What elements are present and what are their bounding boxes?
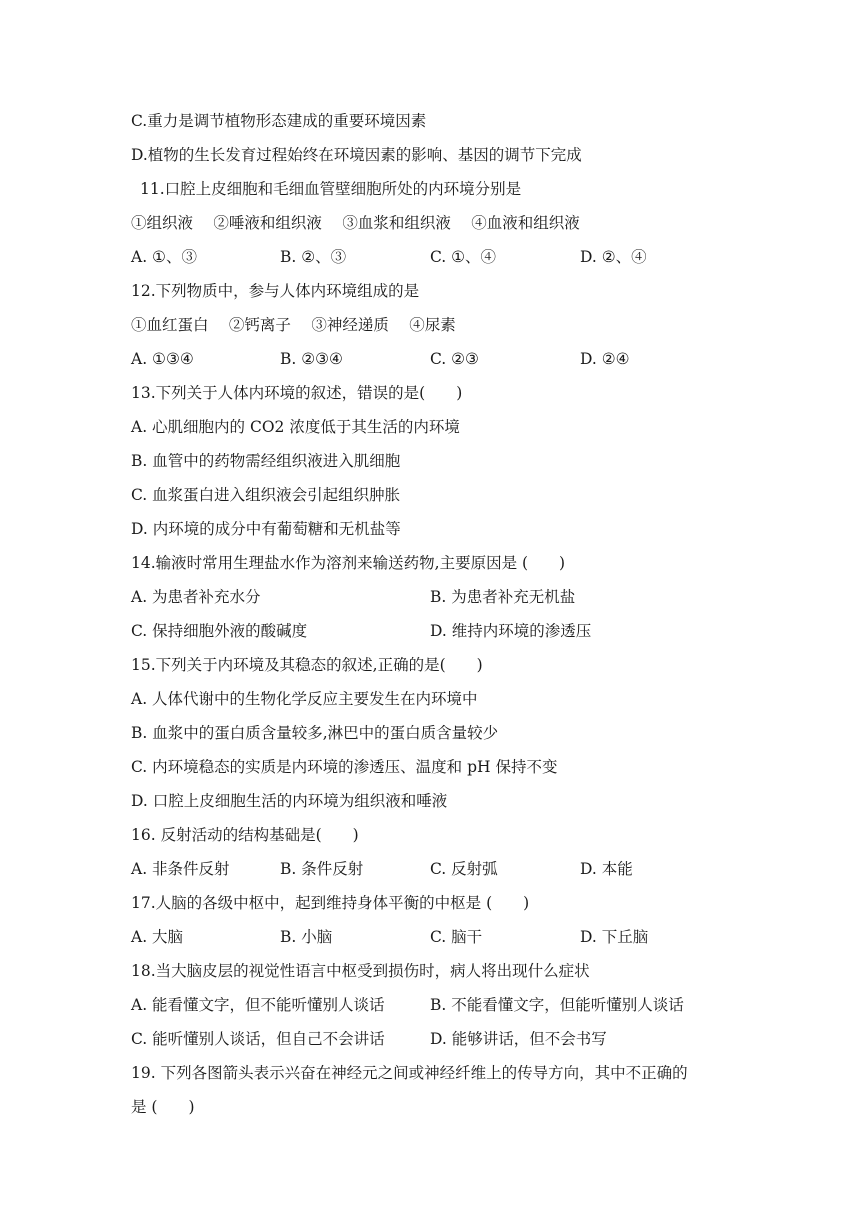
q16-stem: 16. 反射活动的结构基础是( ) (131, 826, 359, 844)
q14-option-d: D. 维持内环境的渗透压 (430, 622, 592, 640)
q12-items: ①血红蛋白 ②钙离子 ③神经递质 ④尿素 (131, 316, 456, 334)
q12-stem: 12.下列物质中，参与人体内环境组成的是 (131, 282, 420, 300)
q11-stem: 11.口腔上皮细胞和毛细血管壁细胞所处的内环境分别是 (140, 180, 522, 198)
q13-option-a: A. 心肌细胞内的 CO2 浓度低于其生活的内环境 (131, 418, 460, 436)
q13-option-c: C. 血浆蛋白进入组织液会引起组织肿胀 (131, 486, 401, 504)
q12-option-b: B. ②③④ (280, 350, 343, 368)
q13-option-d: D. 内环境的成分中有葡萄糖和无机盐等 (131, 520, 401, 538)
q11-option-d: D. ②、④ (580, 248, 647, 266)
q15-stem: 15.下列关于内环境及其稳态的叙述,正确的是( ) (131, 656, 483, 674)
q16-option-c: C. 反射弧 (430, 860, 498, 878)
q17-option-d: D. 下丘脑 (580, 928, 649, 946)
q15-option-d: D. 口腔上皮细胞生活的内环境为组织液和唾液 (131, 792, 448, 810)
q13-option-b: B. 血管中的药物需经组织液进入肌细胞 (131, 452, 401, 470)
q11-option-b: B. ②、③ (280, 248, 347, 266)
q18-option-d: D. 能够讲话，但不会书写 (430, 1030, 607, 1048)
q11-items: ①组织液 ②唾液和组织液 ③血浆和组织液 ④血液和组织液 (131, 214, 580, 232)
q10-option-c: C.重力是调节植物形态建成的重要环境因素 (131, 112, 427, 130)
q18-stem: 18.当大脑皮层的视觉性语言中枢受到损伤时，病人将出现什么症状 (131, 962, 590, 980)
q10-option-d: D.植物的生长发育过程始终在环境因素的影响、基因的调节下完成 (131, 146, 582, 164)
q18-option-b: B. 不能看懂文字，但能听懂别人谈话 (430, 996, 684, 1014)
q17-option-b: B. 小脑 (280, 928, 333, 946)
q17-option-c: C. 脑干 (430, 928, 483, 946)
q13-stem: 13.下列关于人体内环境的叙述，错误的是( ) (131, 384, 463, 402)
q19-stem-continued: 是 ( ) (131, 1098, 195, 1116)
q11-option-a: A. ①、③ (131, 248, 197, 266)
q11-option-c: C. ①、④ (430, 248, 497, 266)
q14-option-b: B. 为患者补充无机盐 (430, 588, 576, 606)
q15-option-c: C. 内环境稳态的实质是内环境的渗透压、温度和 pH 保持不变 (131, 758, 558, 776)
q18-option-a: A. 能看懂文字，但不能听懂别人谈话 (131, 996, 385, 1014)
q14-option-c: C. 保持细胞外液的酸碱度 (131, 622, 308, 640)
q17-option-a: A. 大脑 (131, 928, 184, 946)
q12-option-d: D. ②④ (580, 350, 630, 368)
q19-stem: 19. 下列各图箭头表示兴奋在神经元之间或神经纤维上的传导方向，其中不正确的 (131, 1064, 688, 1082)
q12-option-c: C. ②③ (430, 350, 479, 368)
q16-option-b: B. 条件反射 (280, 860, 364, 878)
q17-stem: 17.人脑的各级中枢中，起到维持身体平衡的中枢是 ( ) (131, 894, 530, 912)
q16-option-a: A. 非条件反射 (131, 860, 230, 878)
q16-option-d: D. 本能 (580, 860, 633, 878)
q15-option-a: A. 人体代谢中的生物化学反应主要发生在内环境中 (131, 690, 478, 708)
q14-option-a: A. 为患者补充水分 (131, 588, 261, 606)
q18-option-c: C. 能听懂别人谈话，但自己不会讲话 (131, 1030, 385, 1048)
q15-option-b: B. 血浆中的蛋白质含量较多,淋巴中的蛋白质含量较少 (131, 724, 499, 742)
q12-option-a: A. ①③④ (131, 350, 194, 368)
q14-stem: 14.输液时常用生理盐水作为溶剂来输送药物,主要原因是 ( ) (131, 554, 566, 572)
